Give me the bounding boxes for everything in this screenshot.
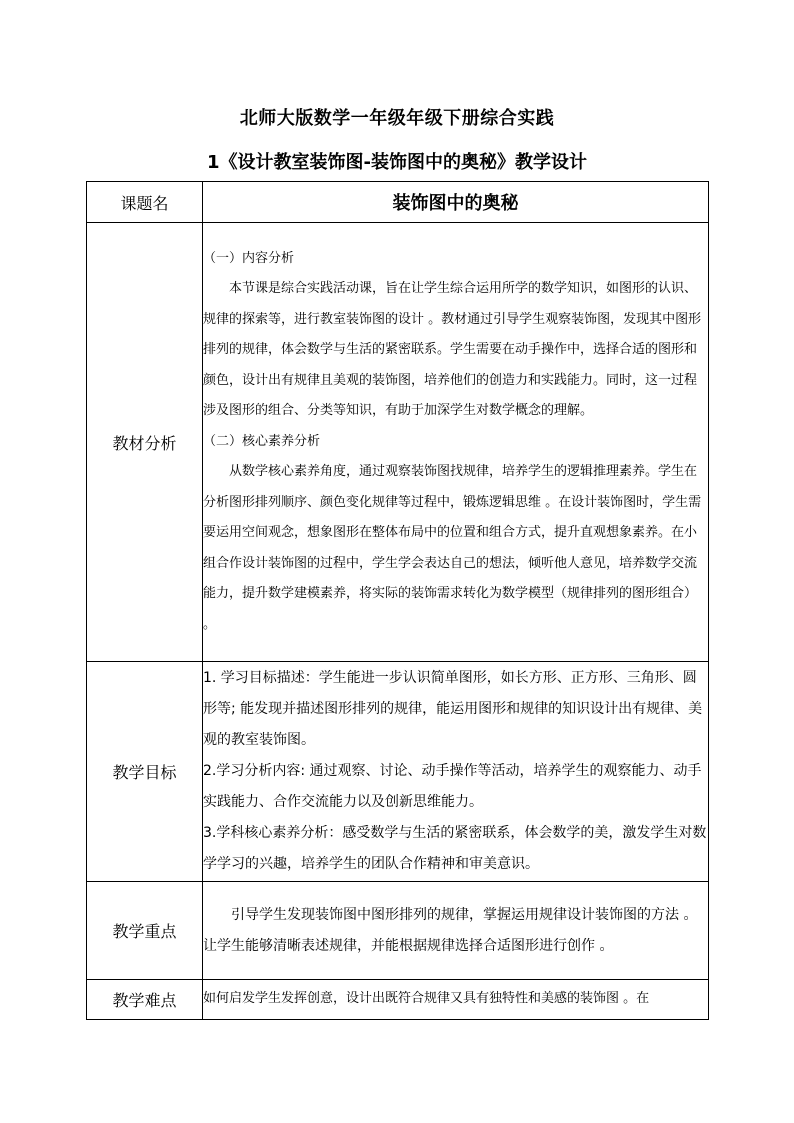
goal-item-1: 1. 学习目标描述：学生能进一步认识简单图形，如长方形、正方形、三角形、圆形等; 能发现并描述图形排列的规律，能运用图形和规律的知识设计出有规律、美观的教室装饰图。 bbox=[203, 670, 703, 748]
difficulty-label: 教学难点 bbox=[87, 980, 203, 1020]
document-subtitle: 1《设计教室装饰图-装饰图中的奥秘》教学设计 bbox=[207, 152, 587, 173]
material-label: 教材分析 bbox=[87, 223, 203, 662]
goal-item-3: 3.学科核心素养分析：感受数学与生活的紧密联系，体会数学的美，激发学生对数学学习的兴趣，培养学生的团队合作精神和审美意识。 bbox=[203, 825, 707, 872]
core-literacy-heading: （二）核心素养分析 bbox=[203, 433, 321, 449]
topic-label: 课题名 bbox=[87, 182, 203, 223]
key-text: 引导学生发现装饰图中图形排列的规律，掌握运用规律设计装饰图的方法 。让学生能够清晰表述规律，并能根据规律选择合适图形进行创作 。 bbox=[203, 906, 698, 954]
goals-label: 教学目标 bbox=[87, 662, 203, 882]
difficulty-text: 如何启发学生发挥创意，设计出既符合规律又具有独特性和美感的装饰图 。在 bbox=[203, 991, 650, 1007]
table-row-topic bbox=[87, 182, 709, 223]
key-label: 教学重点 bbox=[87, 882, 203, 980]
goals-content bbox=[203, 662, 709, 882]
table-row-difficulty bbox=[87, 980, 709, 1020]
topic-value: 装饰图中的奥秘 bbox=[203, 182, 709, 223]
goal-item-2: 2.学习分析内容: 通过观察、讨论、动手操作等活动，培养学生的观察能力、动手实践能力、合作交流能力以及创新思维能力。 bbox=[203, 763, 702, 810]
content-analysis-text: 本节课是综合实践活动课，旨在让学生综合运用所学的数学知识，如图形的认识、规律的探索等，进行教室装饰图的设计 。教材通过引导学生观察装饰图，发现其中图形排列的规律，体会数学与生活的紧密联系。学生需要在动手操作中，选择合适的图形和颜色，设计出有规律且美观的装饰图，培养他们的创造力和实践能力。同时，这一过程涉及图形的组合、分类等知识，有助于加深学生对数学概念的理解。 bbox=[203, 281, 702, 419]
difficulty-content bbox=[203, 980, 709, 1020]
table-row-material bbox=[87, 223, 709, 662]
table-row-goals bbox=[87, 662, 709, 882]
material-content bbox=[203, 223, 709, 662]
document-title: 北师大版数学一年级年级下册综合实践 bbox=[239, 108, 555, 129]
key-content bbox=[203, 882, 709, 980]
content-analysis-heading: （一）内容分析 bbox=[203, 250, 295, 266]
lesson-plan-table bbox=[86, 181, 709, 1020]
table-row-key bbox=[87, 882, 709, 980]
core-literacy-text: 从数学核心素养角度，通过观察装饰图找规律，培养学生的逻辑推理素养。学生在分析图形排列顺序、颜色变化规律等过程中，锻炼逻辑思维 。在设计装饰图时，学生需要运用空间观念，想象图形在整体布局中的位置和组合方式，提升直观想象素养。在小组合作设计装饰图的过程中，学生学会表达自己的想法，倾听他人意见，培养数学交流能力，提升数学建模素养，将实际的装饰需求转化为数学模型（规律排列的图形组合） 。 bbox=[203, 464, 702, 632]
